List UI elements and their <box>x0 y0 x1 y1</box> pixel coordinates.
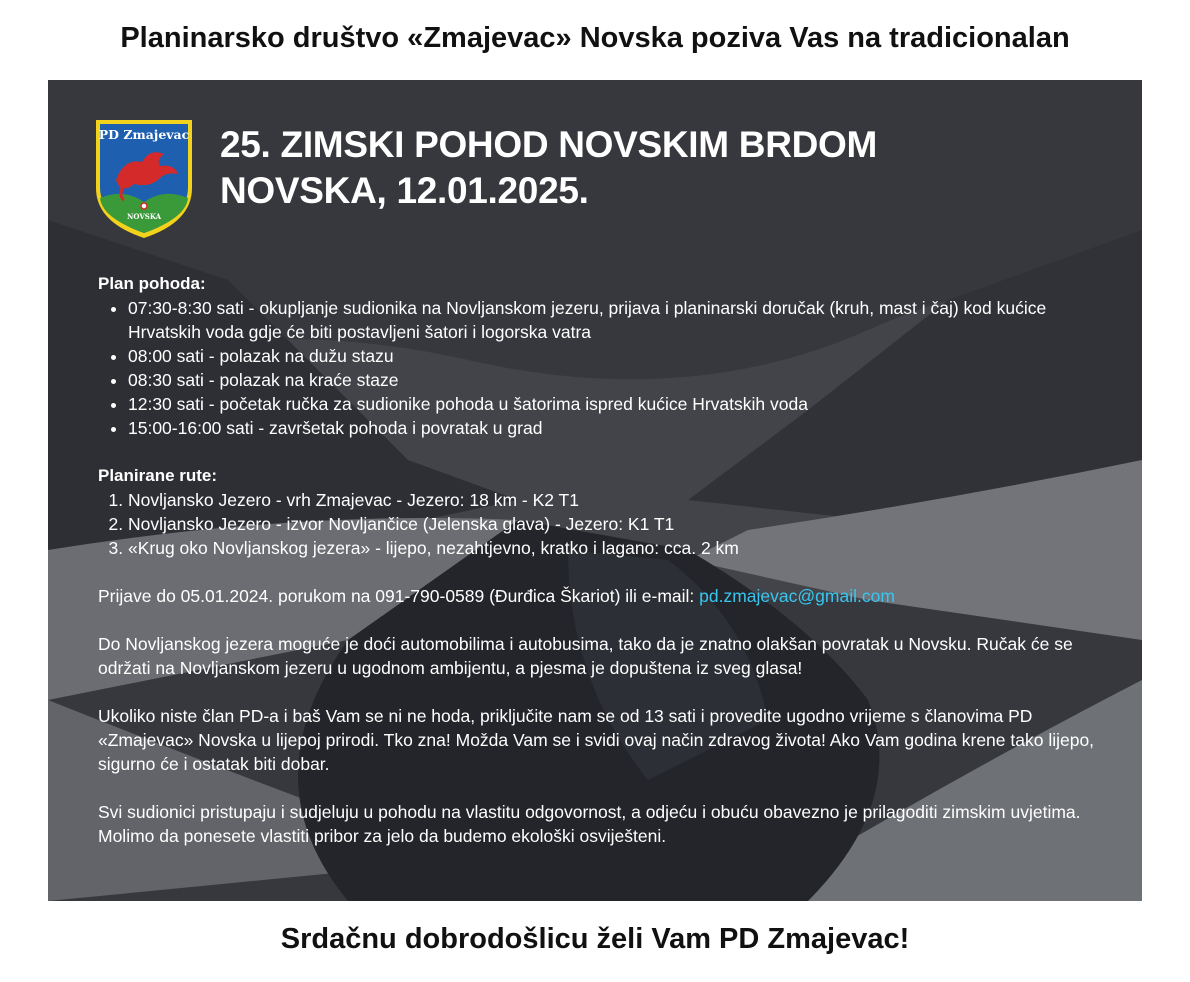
plan-item: • 08:00 sati - polazak na dužu stazu <box>128 344 1108 368</box>
route-item: 3. «Krug oko Novljanskog jezera» - lijepo, nezahtjevno, kratko i lagano: cca. 2 km <box>128 536 1108 560</box>
plan-heading: Plan pohoda: <box>98 274 206 293</box>
plan-list <box>98 296 1108 440</box>
routes-heading: Planirane rute: <box>98 466 218 485</box>
plan-item: • 15:00-16:00 sati - završetak pohoda i povratak u grad <box>128 416 1108 440</box>
event-title: 25. ZIMSKI POHOD NOVSKIM BRDOM <box>220 124 878 165</box>
paragraph-transport: Do Novljanskog jezera moguće je doći automobilima i autobusima, tako da je znatno olakšan povratak u Novsku. Ručak će se održati na Novljanskom jezeru u ugodnom ambijentu, a pjesma je dopuštena iz sveg glasa! <box>98 634 1073 678</box>
page-title: Planinarsko društvo «Zmajevac» Novska poziva Vas na tradicionalan <box>120 22 1070 54</box>
registration-text: Prijave do 05.01.2024. porukom na 091-790-0589 (Đurđica Škariot) ili e-mail: <box>98 586 700 606</box>
routes-list <box>98 488 1108 560</box>
plan-item: • 08:30 sati - polazak na kraće staze <box>128 368 1108 392</box>
closing-title: Srdačnu dobrodošlicu želi Vam PD Zmajevac! <box>280 923 910 955</box>
pd-zmajevac-logo <box>94 118 194 240</box>
event-details <box>98 272 1108 848</box>
paragraph-invitation: Ukoliko niste član PD-a i baš Vam se ni ne hoda, priključite nam se od 13 sati i provedite ugodno vrijeme s članovima PD «Zmajevac» Novska u lijepoj prirodi. Tko zna! Možda Vam se i svidi ovaj način zdravog života! Ako Vam godina krene tako lijepo, sigurno će i ostatak biti dobar. <box>98 706 1095 774</box>
paragraph-responsibility: Svi sudionici pristupaju i sudjeluju u pohodu na vlastitu odgovornost, a odjeću i obuću obavezno je prilagoditi zimskim uvjetima. Molimo da ponesete vlastiti pribor za jelo da budemo ekološki osviješteni. <box>98 802 1081 846</box>
event-poster <box>48 80 1142 901</box>
event-headline <box>220 122 877 214</box>
route-item: 1. Novljansko Jezero - vrh Zmajevac - Jezero: 18 km - K2 T1 <box>128 488 1108 512</box>
plan-item: • 07:30-8:30 sati - okupljanje sudionika na Novljanskom jezeru, prijava i planinarski doručak (kruh, mast i čaj) kod kućice Hrvatskih voda gdje će biti postavljeni šatori i logorska vatra <box>128 296 1108 344</box>
logo-name: PD Zmajevac <box>98 127 190 142</box>
plan-item: • 12:30 sati - početak ručka za sudionike pohoda u šatorima ispred kućice Hrvatskih voda <box>128 392 1108 416</box>
logo-town: NOVSKA <box>126 212 162 221</box>
event-date: NOVSKA, 12.01.2025. <box>220 170 589 211</box>
email-link[interactable]: pd.zmajevac@gmail.com <box>699 586 895 606</box>
route-item: 2. Novljansko Jezero - izvor Novljančice (Jelenska glava) - Jezero: K1 T1 <box>128 512 1108 536</box>
registration-info <box>98 584 1108 608</box>
